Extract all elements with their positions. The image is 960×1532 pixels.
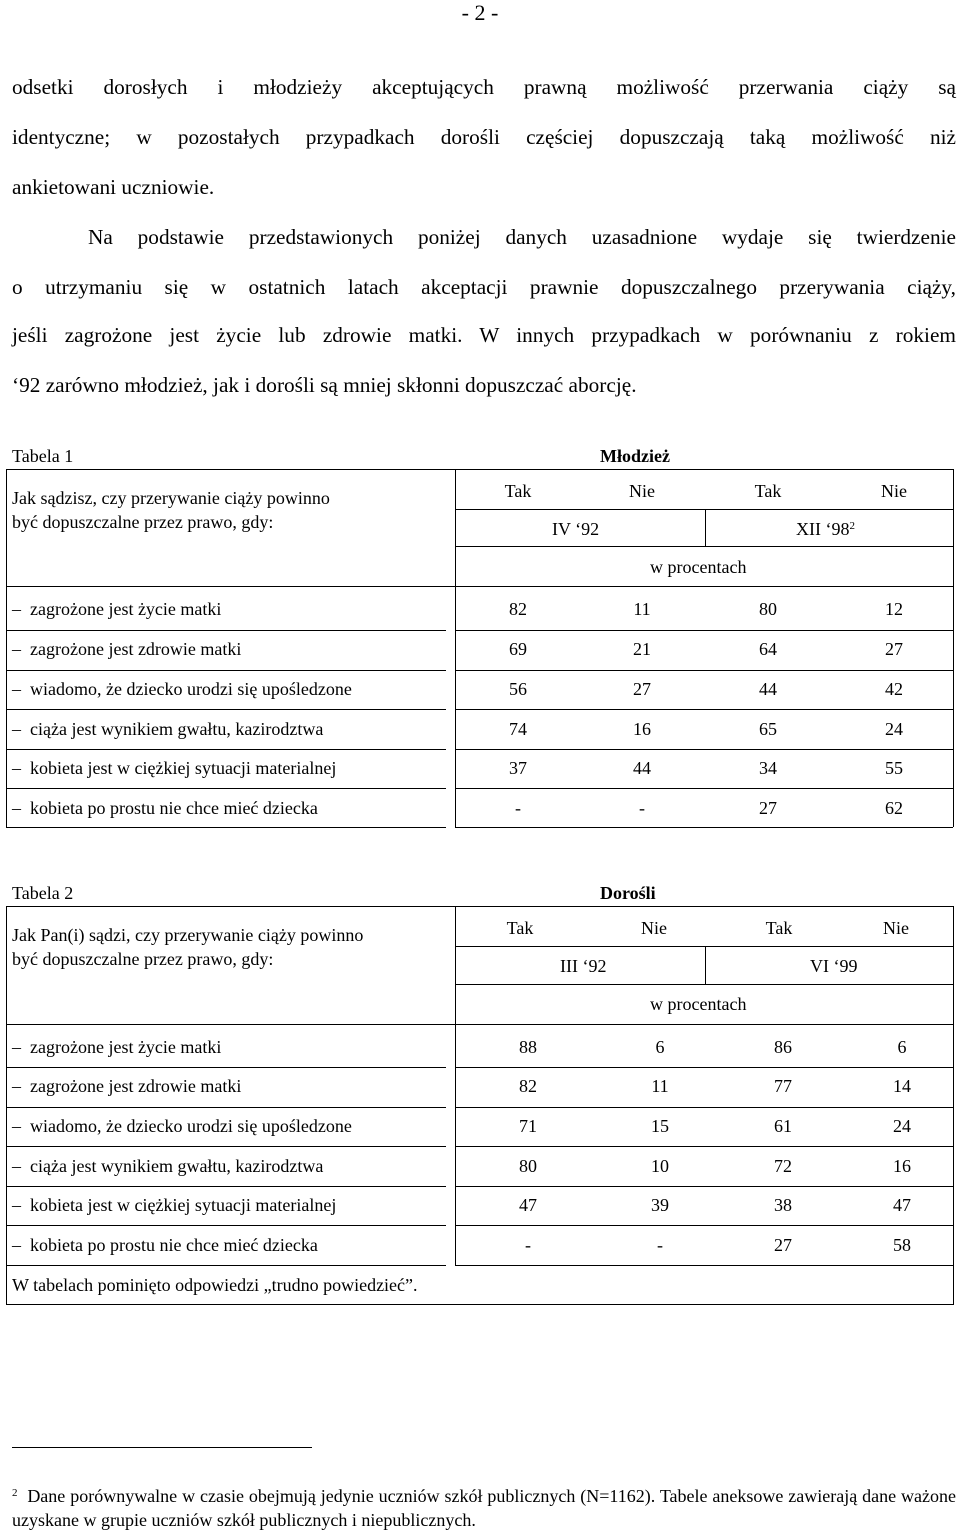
period-label: III ‘92 bbox=[560, 956, 607, 976]
table-rule bbox=[455, 906, 456, 1024]
table-cell: 88 bbox=[519, 1037, 537, 1057]
column-header: Nie bbox=[881, 481, 907, 501]
column-header: Tak bbox=[765, 918, 793, 938]
table-group-heading: Młodzież bbox=[600, 446, 670, 466]
table-cell: 27 bbox=[759, 798, 777, 818]
table-cell: 82 bbox=[509, 599, 527, 619]
table-cell: 65 bbox=[759, 719, 777, 739]
row-underline bbox=[6, 1067, 446, 1068]
paragraph-line: o utrzymaniu się w ostatnich latach akceptacji prawnie dopuszczalnego przerywania ciąży, bbox=[12, 275, 956, 299]
row-underline bbox=[6, 1265, 446, 1266]
table-rule bbox=[455, 469, 456, 587]
table-rule bbox=[6, 586, 954, 587]
table-note: W tabelach pominięto odpowiedzi „trudno powiedzieć”. bbox=[12, 1275, 418, 1295]
table-group-heading: Dorośli bbox=[600, 883, 656, 903]
row-label: ‒ zagrożone jest zdrowie matki bbox=[12, 1076, 242, 1096]
row-underline bbox=[455, 1067, 953, 1068]
period-label: VI ‘99 bbox=[810, 956, 858, 976]
table-caption: Tabela 1 bbox=[12, 446, 74, 466]
table-cell: 74 bbox=[509, 719, 527, 739]
row-underline bbox=[455, 630, 953, 631]
table-cell: 58 bbox=[893, 1235, 911, 1255]
table-cell: 61 bbox=[774, 1116, 792, 1136]
footnote-ref: 2 bbox=[849, 520, 855, 532]
row-underline bbox=[455, 788, 953, 789]
row-underline bbox=[455, 1265, 953, 1266]
table-rule bbox=[6, 586, 7, 827]
row-underline bbox=[6, 749, 446, 750]
row-underline bbox=[6, 709, 446, 710]
table-cell: 86 bbox=[774, 1037, 792, 1057]
table-cell: 6 bbox=[655, 1037, 665, 1057]
table-cell: 34 bbox=[759, 758, 777, 778]
row-underline bbox=[455, 1146, 953, 1147]
table-cell: 77 bbox=[774, 1076, 792, 1096]
row-underline bbox=[455, 1107, 953, 1108]
table-rule bbox=[455, 1024, 456, 1265]
table-rule bbox=[455, 546, 953, 547]
unit-label: w procentach bbox=[650, 994, 747, 1014]
table-rule bbox=[455, 509, 953, 510]
table-rule bbox=[705, 509, 706, 546]
table-rule bbox=[953, 469, 954, 587]
row-label: ‒ wiadomo, że dziecko urodzi się upośledzone bbox=[12, 1116, 352, 1136]
table-cell: 38 bbox=[774, 1195, 792, 1215]
page-number: - 2 - bbox=[461, 0, 499, 25]
footnote-mark: 2 bbox=[12, 1487, 18, 1499]
row-label: ‒ kobieta jest w ciężkiej sytuacji materialnej bbox=[12, 758, 337, 778]
footnote bbox=[12, 1484, 956, 1532]
paragraph-line: ‘92 zarówno młodzież, jak i dorośli są mniej skłonni dopuszczać aborcję. bbox=[12, 373, 637, 397]
table-rule bbox=[953, 1024, 954, 1304]
row-label: ‒ kobieta po prostu nie chce mieć dziecka bbox=[12, 1235, 318, 1255]
table-cell: 11 bbox=[651, 1076, 669, 1096]
column-header: Nie bbox=[883, 918, 909, 938]
table-cell: 37 bbox=[509, 758, 527, 778]
table-cell: 64 bbox=[759, 639, 777, 659]
row-label: ‒ zagrożone jest zdrowie matki bbox=[12, 639, 242, 659]
column-header: Tak bbox=[504, 481, 532, 501]
table-rule bbox=[6, 1304, 954, 1305]
table-cell: 47 bbox=[893, 1195, 911, 1215]
row-underline bbox=[6, 1225, 446, 1226]
row-underline bbox=[455, 670, 953, 671]
table-rule bbox=[953, 906, 954, 1024]
footnote-text: Dane porównywalne w czasie obejmują jedynie uczniów szkół publicznych (N=1162). Tabele aneksowe zawierają dane ważone uzyskane w grupie uczniów szkół publicznych i niepublicznych. bbox=[12, 1486, 956, 1530]
row-underline bbox=[455, 827, 953, 828]
row-label: ‒ ciąża jest wynikiem gwałtu, kazirodztwa bbox=[12, 719, 324, 739]
table-rule bbox=[455, 984, 953, 985]
table-cell: 55 bbox=[885, 758, 903, 778]
row-underline bbox=[6, 630, 446, 631]
table-cell: - bbox=[515, 798, 521, 818]
column-header: Nie bbox=[641, 918, 667, 938]
footnote-separator bbox=[12, 1447, 312, 1448]
table-cell: 27 bbox=[633, 679, 651, 699]
table-cell: - bbox=[657, 1235, 663, 1255]
table-cell: 72 bbox=[774, 1156, 792, 1176]
table-cell: - bbox=[525, 1235, 531, 1255]
table-cell: 14 bbox=[893, 1076, 911, 1096]
table-rule bbox=[953, 586, 954, 827]
table-question: Jak Pan(i) sądzi, czy przerywanie ciąży powinno bbox=[12, 925, 364, 945]
table-question: Jak sądzisz, czy przerywanie ciąży powinno bbox=[12, 488, 330, 508]
table-cell: 56 bbox=[509, 679, 527, 699]
row-label: ‒ ciąża jest wynikiem gwałtu, kazirodztwa bbox=[12, 1156, 324, 1176]
table-cell: 15 bbox=[651, 1116, 669, 1136]
table-rule bbox=[6, 1024, 954, 1025]
table-cell: 39 bbox=[651, 1195, 669, 1215]
table-question: być dopuszczalne przez prawo, gdy: bbox=[12, 512, 274, 532]
table-cell: 80 bbox=[759, 599, 777, 619]
table-cell: 24 bbox=[885, 719, 903, 739]
paragraph-line: jeśli zagrożone jest życie lub zdrowie matki. W innych przypadkach w porównaniu z rokiem bbox=[12, 323, 956, 347]
row-underline bbox=[6, 827, 446, 828]
table-cell: 69 bbox=[509, 639, 527, 659]
table-cell: 6 bbox=[897, 1037, 907, 1057]
table-cell: 24 bbox=[893, 1116, 911, 1136]
period-label: IV ‘92 bbox=[552, 519, 600, 539]
row-label: ‒ zagrożone jest życie matki bbox=[12, 599, 222, 619]
table-cell: 27 bbox=[774, 1235, 792, 1255]
table-rule bbox=[6, 1024, 7, 1304]
table-cell: 62 bbox=[885, 798, 903, 818]
table-rule bbox=[455, 586, 456, 827]
row-underline bbox=[6, 1186, 446, 1187]
table-cell: 80 bbox=[519, 1156, 537, 1176]
table-cell: 16 bbox=[893, 1156, 911, 1176]
table-cell: 42 bbox=[885, 679, 903, 699]
table-cell: 16 bbox=[633, 719, 651, 739]
table-cell: 82 bbox=[519, 1076, 537, 1096]
table-cell: 12 bbox=[885, 599, 903, 619]
table-rule bbox=[455, 946, 953, 947]
table-cell: 44 bbox=[759, 679, 777, 699]
unit-label: w procentach bbox=[650, 557, 747, 577]
row-underline bbox=[455, 749, 953, 750]
table-cell: - bbox=[639, 798, 645, 818]
row-label: ‒ wiadomo, że dziecko urodzi się upośledzone bbox=[12, 679, 352, 699]
column-header: Tak bbox=[754, 481, 782, 501]
table-cell: 47 bbox=[519, 1195, 537, 1215]
paragraph-line: ankietowani uczniowie. bbox=[12, 175, 215, 199]
paragraph-line: Na podstawie przedstawionych poniżej danych uzasadnione wydaje się twierdzenie bbox=[88, 225, 956, 249]
row-underline bbox=[6, 1107, 446, 1108]
table-rule bbox=[705, 946, 706, 984]
table-cell: 71 bbox=[519, 1116, 537, 1136]
row-label: ‒ kobieta po prostu nie chce mieć dziecka bbox=[12, 798, 318, 818]
table-caption: Tabela 2 bbox=[12, 883, 74, 903]
row-underline bbox=[6, 788, 446, 789]
table-cell: 10 bbox=[651, 1156, 669, 1176]
row-underline bbox=[455, 1186, 953, 1187]
table-question: być dopuszczalne przez prawo, gdy: bbox=[12, 949, 274, 969]
table-rule bbox=[6, 906, 954, 907]
row-label: ‒ zagrożone jest życie matki bbox=[12, 1037, 222, 1057]
row-underline bbox=[6, 1146, 446, 1147]
table-cell: 44 bbox=[633, 758, 651, 778]
paragraph-line: identyczne; w pozostałych przypadkach dorośli częściej dopuszczają taką możliwość niż bbox=[12, 125, 956, 149]
column-header: Nie bbox=[629, 481, 655, 501]
paragraph-line: odsetki dorosłych i młodzieży akceptujących prawną możliwość przerwania ciąży są bbox=[12, 75, 956, 99]
column-header: Tak bbox=[506, 918, 534, 938]
table-cell: 11 bbox=[633, 599, 651, 619]
table-cell: 27 bbox=[885, 639, 903, 659]
table-rule bbox=[6, 469, 7, 587]
row-underline bbox=[455, 1225, 953, 1226]
row-underline bbox=[6, 670, 446, 671]
row-underline bbox=[455, 709, 953, 710]
row-label: ‒ kobieta jest w ciężkiej sytuacji materialnej bbox=[12, 1195, 337, 1215]
period-label: XII ‘$98^2$ bbox=[796, 519, 855, 539]
table-rule bbox=[6, 469, 954, 470]
table-rule bbox=[6, 906, 7, 1024]
table-cell: 21 bbox=[633, 639, 651, 659]
